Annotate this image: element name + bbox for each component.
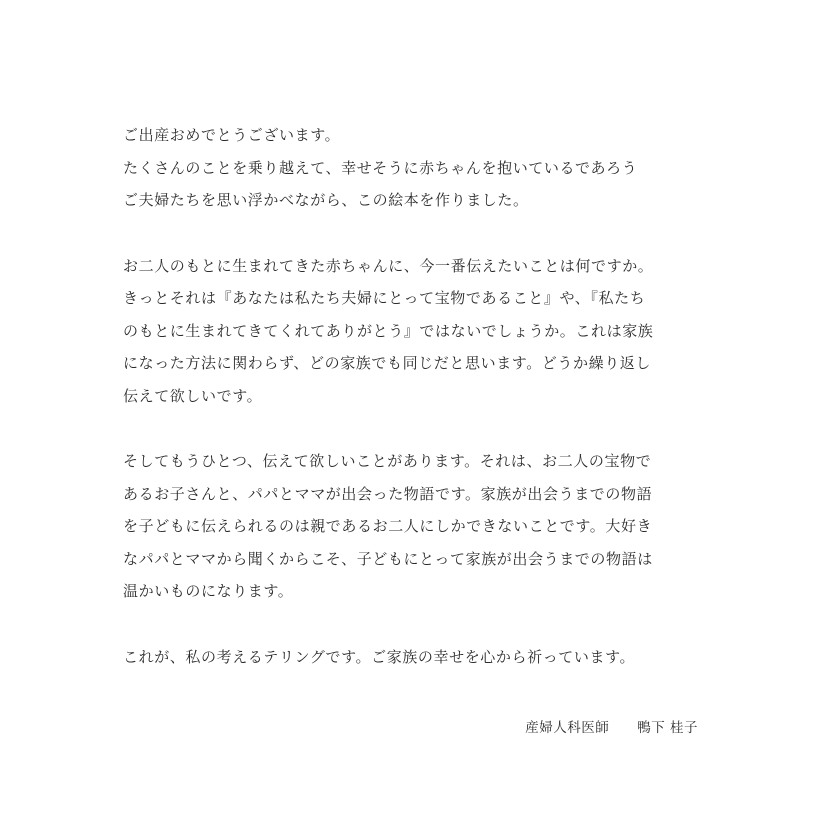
text-line: 温かいものになります。	[123, 582, 294, 600]
signature-name: 鴨下 桂子	[637, 720, 698, 736]
paragraph-closing	[123, 641, 703, 674]
text-line: ご出産おめでとうございます。	[123, 126, 341, 144]
text-line: のもとに生まれてきてくれてありがとう』ではないでしょうか。これは家族	[123, 321, 654, 340]
text-line: ご夫婦たちを思い浮かべながら、この絵本を作りました。	[123, 191, 529, 209]
text-line: になった方法に関わらず、どの家族でも同じだと思います。どうか繰り返し	[123, 354, 652, 372]
letter-body	[123, 119, 703, 706]
text-line: そしてもうひとつ、伝えて欲しいことがあります。それは、お二人の宝物で	[123, 452, 652, 470]
paragraph-message	[123, 250, 703, 413]
signature-role: 産婦人科医師	[525, 720, 610, 736]
text-line: これが、私の考えるテリングです。ご家族の幸せを心から祈っています。	[123, 647, 636, 666]
text-line: お二人のもとに生まれてきた赤ちゃんに、今一番伝えたいことは何ですか。	[123, 256, 654, 275]
text-line: きっとそれは『あなたは私たち夫婦にとって宝物であること』や、『私たち	[123, 289, 646, 307]
paragraph-story	[123, 445, 703, 608]
paragraph-congratulations	[123, 119, 703, 217]
text-line: なパパとママから聞くからこそ、子どもにとって家族が出会うまでの物語は	[123, 549, 653, 568]
text-line: あるお子さんと、パパとママが出会った物語です。家族が出会うまでの物語	[123, 484, 653, 503]
text-line: を子どもに伝えられるのは親であるお二人にしかできないことです。大好き	[123, 517, 653, 535]
text-line: 伝えて欲しいです。	[123, 386, 263, 405]
signature	[525, 716, 698, 736]
text-line: たくさんのことを乗り越えて、幸せそうに赤ちゃんを抱いているであろう	[123, 158, 638, 177]
